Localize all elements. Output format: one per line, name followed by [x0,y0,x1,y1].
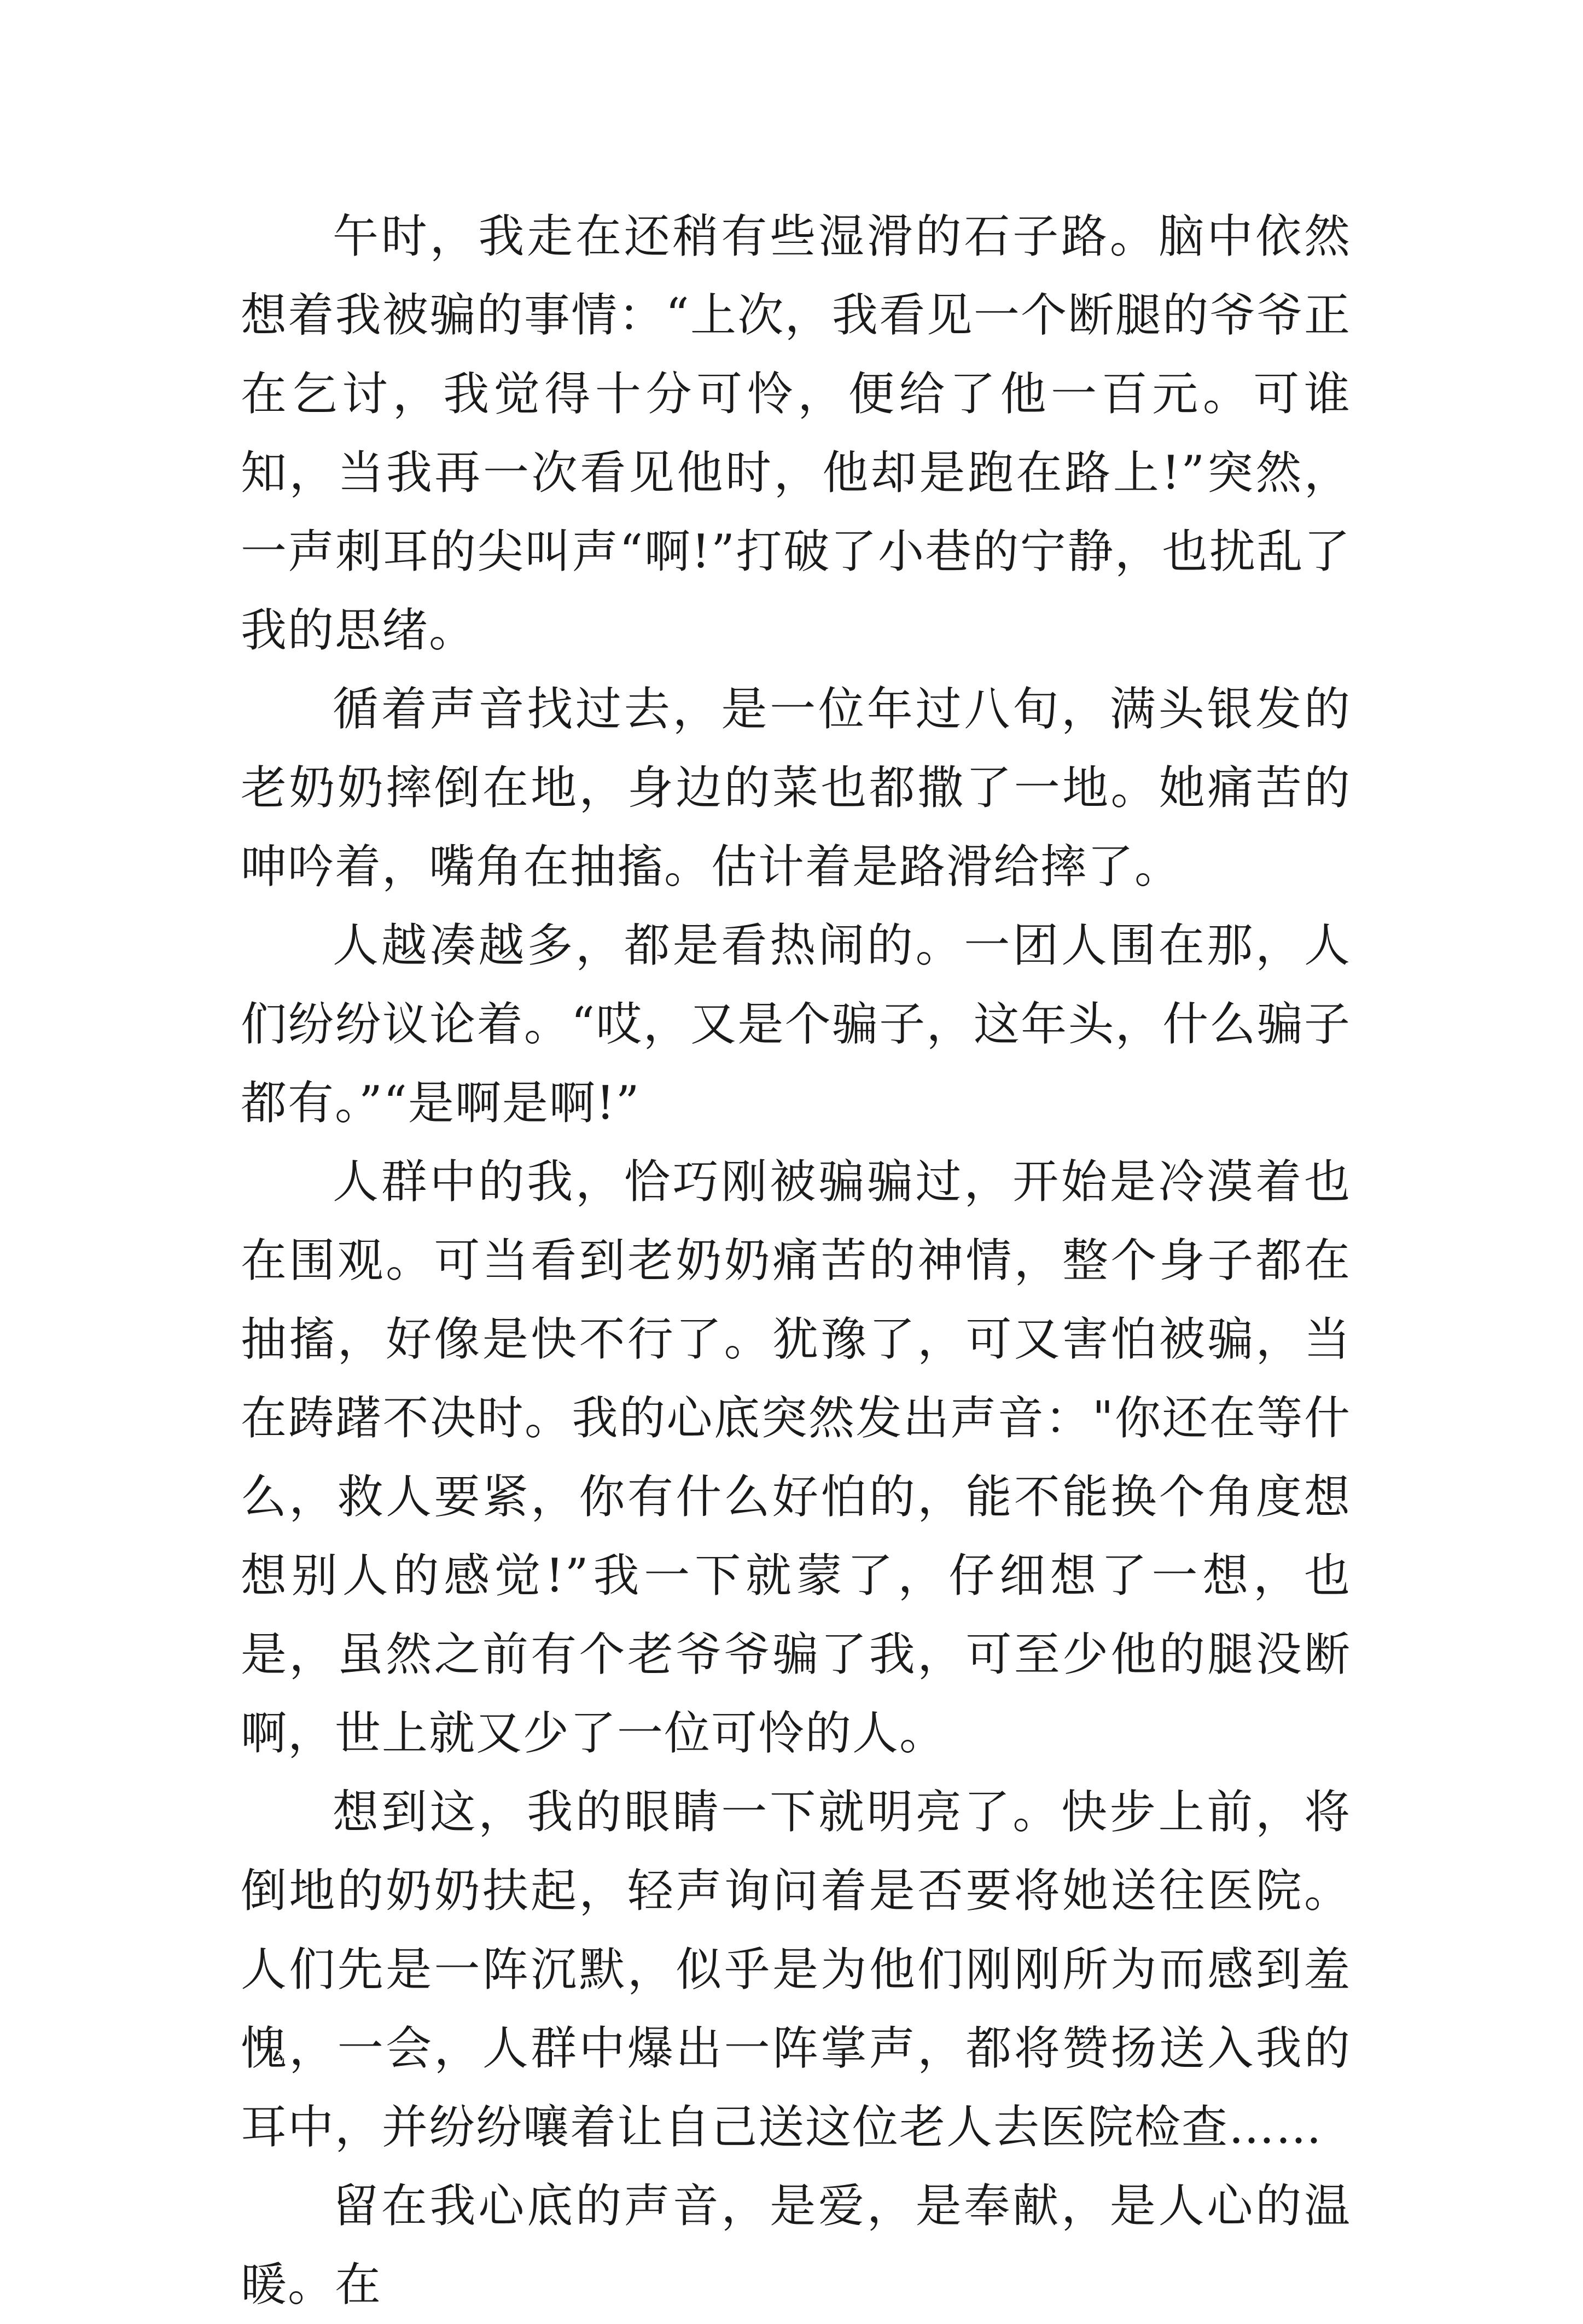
paragraph-5: 想到这，我的眼睛一下就明亮了。快步上前，将倒地的奶奶扶起，轻声询问着是否要将她送往医院。人们先是一阵沉默，似乎是为他们刚刚所为而感到羞愧，一会，人群中爆出一阵掌声，都将赞扬送入我的耳中，并纷纷嚷着让自己送这位老人去医院检查…… [241,1785,1351,2154]
paragraph-6: 留在我心底的声音，是爱，是奉献，是人心的温暖。在 [241,2179,1351,2311]
paragraph-2: 循着声音找过去，是一位年过八旬，满头银发的老奶奶摔倒在地，身边的菜也都撒了一地。她痛苦的呻吟着，嘴角在抽搐。估计着是路滑给摔了。 [241,682,1351,893]
paragraph-1: 午时，我走在还稍有些湿滑的石子路。脑中依然想着我被骗的事情：“上次，我看见一个断腿的爷爷正在乞讨，我觉得十分可怜，便给了他一百元。可谁知，当我再一次看见他时，他却是跑在路上!”突然，一声刺耳的尖叫声“啊!”打破了小巷的宁静，也扰乱了我的思绪。 [241,210,1351,657]
document-body [241,197,1351,2324]
paragraph-4: 人群中的我，恰巧刚被骗骗过，开始是冷漠着也在围观。可当看到老奶奶痛苦的神情，整个身子都在抽搐，好像是快不行了。犹豫了，可又害怕被骗，当在踌躇不决时。我的心底突然发出声音："你还在等什么，救人要紧，你有什么好怕的，能不能换个角度想想别人的感觉!”我一下就蒙了，仔细想了一想，也是，虽然之前有个老爷爷骗了我，可至少他的腿没断啊，世上就又少了一位可怜的人。 [241,1155,1351,1760]
paragraph-3: 人越凑越多，都是看热闹的。一团人围在那，人们纷纷议论着。“哎，又是个骗子，这年头，什么骗子都有。”“是啊是啊!” [241,919,1351,1130]
